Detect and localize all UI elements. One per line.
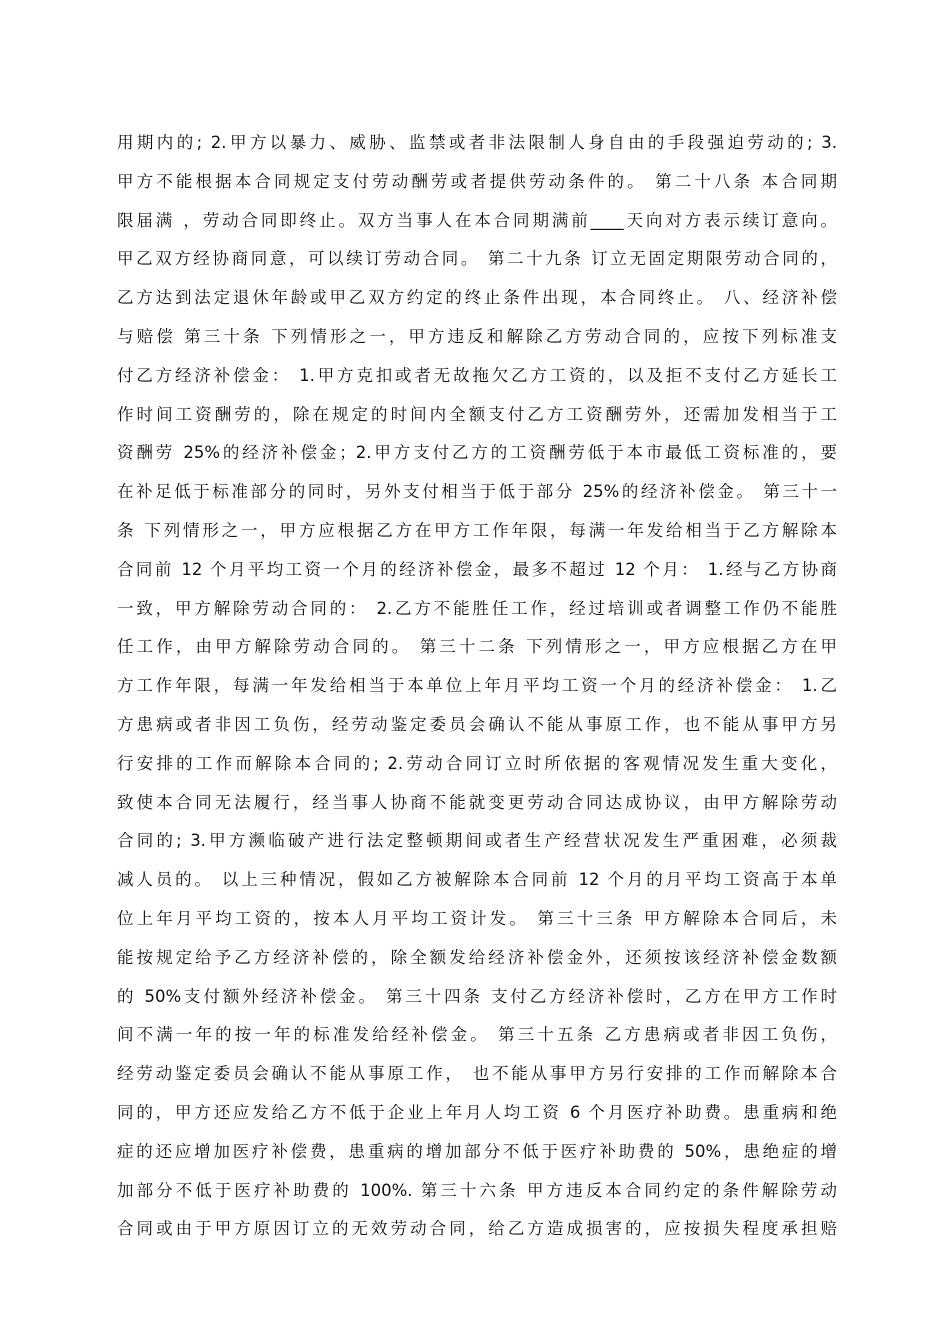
text-line: 条 下列情形之一，甲方应根据乙方在甲方工作年限，每满一年发给相当于乙方解除本: [117, 520, 837, 540]
text-line: 方工作年限，每满一年发给相当于本单位上年月平均工资一个月的经济补偿金： 1.乙: [117, 676, 837, 696]
text-line: 任工作，由甲方解除劳动合同的。 第三十二条 下列情形之一，甲方应根据乙方在甲: [117, 637, 837, 657]
text-line: 在补足低于标准部分的同时，另外支付相当于低于部分 25%的经济补偿金。 第三十一: [117, 482, 837, 502]
text-line: 用期内的; 2.甲方以暴力、威胁、监禁或者非法限制人身自由的手段强迫劳动的; 3.: [117, 133, 837, 152]
text-line: 方患病或者非因工负伤，经劳动鉴定委员会确认不能从事原工作，也不能从事甲方另: [117, 714, 837, 734]
text-line: 付乙方经济补偿金： 1.甲方克扣或者无故拖欠乙方工资的，以及拒不支付乙方延长工: [117, 365, 837, 385]
text-line: 甲方不能根据本合同规定支付劳动酬劳或者提供劳动条件的。 第二十八条 本合同期: [117, 171, 837, 191]
text-line: 作时间工资酬劳的，除在规定的时间内全额支付乙方工资酬劳外，还需加发相当于工: [117, 404, 837, 424]
text-line: 一致，甲方解除劳动合同的： 2.乙方不能胜任工作，经过培训或者调整工作仍不能胜: [117, 598, 837, 618]
text-line: 经劳动鉴定委员会确认不能从事原工作， 也不能从事甲方另行安排的工作而解除本合: [117, 1064, 837, 1084]
text-line: 乙方达到法定退休年龄或甲乙双方约定的终止条件出现，本合同终止。 八、经济补偿: [117, 288, 837, 308]
text-line: 同的，甲方还应发给乙方不低于企业上年月人均工资 6 个月医疗补助费。患重病和绝: [117, 1102, 837, 1122]
text-line: 与赔偿 第三十条 下列情形之一，甲方违反和解除乙方劳动合同的，应按下列标准支: [117, 326, 837, 346]
contract-body-text: [117, 124, 837, 1249]
text-line: 位上年月平均工资的，按本人月平均工资计发。 第三十三条 甲方解除本合同后，未: [117, 908, 837, 928]
text-line: 间不满一年的按一年的标准发给经补偿金。 第三十五条 乙方患病或者非因工负伤，: [117, 1025, 837, 1045]
text-line: 限届满 ，劳动合同即终止。双方当事人在本合同期满前____天向对方表示续订意向。: [117, 210, 837, 230]
text-line: 能按规定给予乙方经济补偿的，除全额发给经济补偿金外，还须按该经济补偿金数额: [117, 947, 837, 967]
text-line: 加部分不低于医疗补助费的 100%. 第三十六条 甲方违反本合同约定的条件解除劳动: [117, 1180, 837, 1200]
text-line: 甲乙双方经协商同意，可以续订劳动合同。 第二十九条 订立无固定期限劳动合同的，: [117, 249, 837, 269]
text-line: 致使本合同无法履行，经当事人协商不能就变更劳动合同达成协议，由甲方解除劳动: [117, 792, 837, 812]
text-line: 资酬劳 25%的经济补偿金；2.甲方支付乙方的工资酬劳低于本市最低工资标准的，要: [117, 443, 837, 463]
text-line: 症的还应增加医疗补偿费，患重病的增加部分不低于医疗补助费的 50%，患绝症的增: [117, 1141, 837, 1161]
text-line: 合同的; 3.甲方濒临破产进行法定整顿期间或者生产经营状况发生严重困难，必须裁: [117, 831, 837, 851]
text-line: 的 50%支付额外经济补偿金。 第三十四条 支付乙方经济补偿时，乙方在甲方工作时: [117, 986, 837, 1006]
text-line: 合同或由于甲方原因订立的无效劳动合同，给乙方造成损害的，应按损失程度承担赔: [117, 1219, 837, 1239]
text-line: 行安排的工作而解除本合同的; 2.劳动合同订立时所依据的客观情况发生重大变化，: [117, 753, 837, 773]
text-line: 减人员的。 以上三种情况，假如乙方被解除本合同前 12 个月的月平均工资高于本单: [117, 870, 837, 890]
text-line: 合同前 12 个月平均工资一个月的经济补偿金，最多不超过 12 个月： 1.经与乙方协商: [117, 559, 837, 579]
